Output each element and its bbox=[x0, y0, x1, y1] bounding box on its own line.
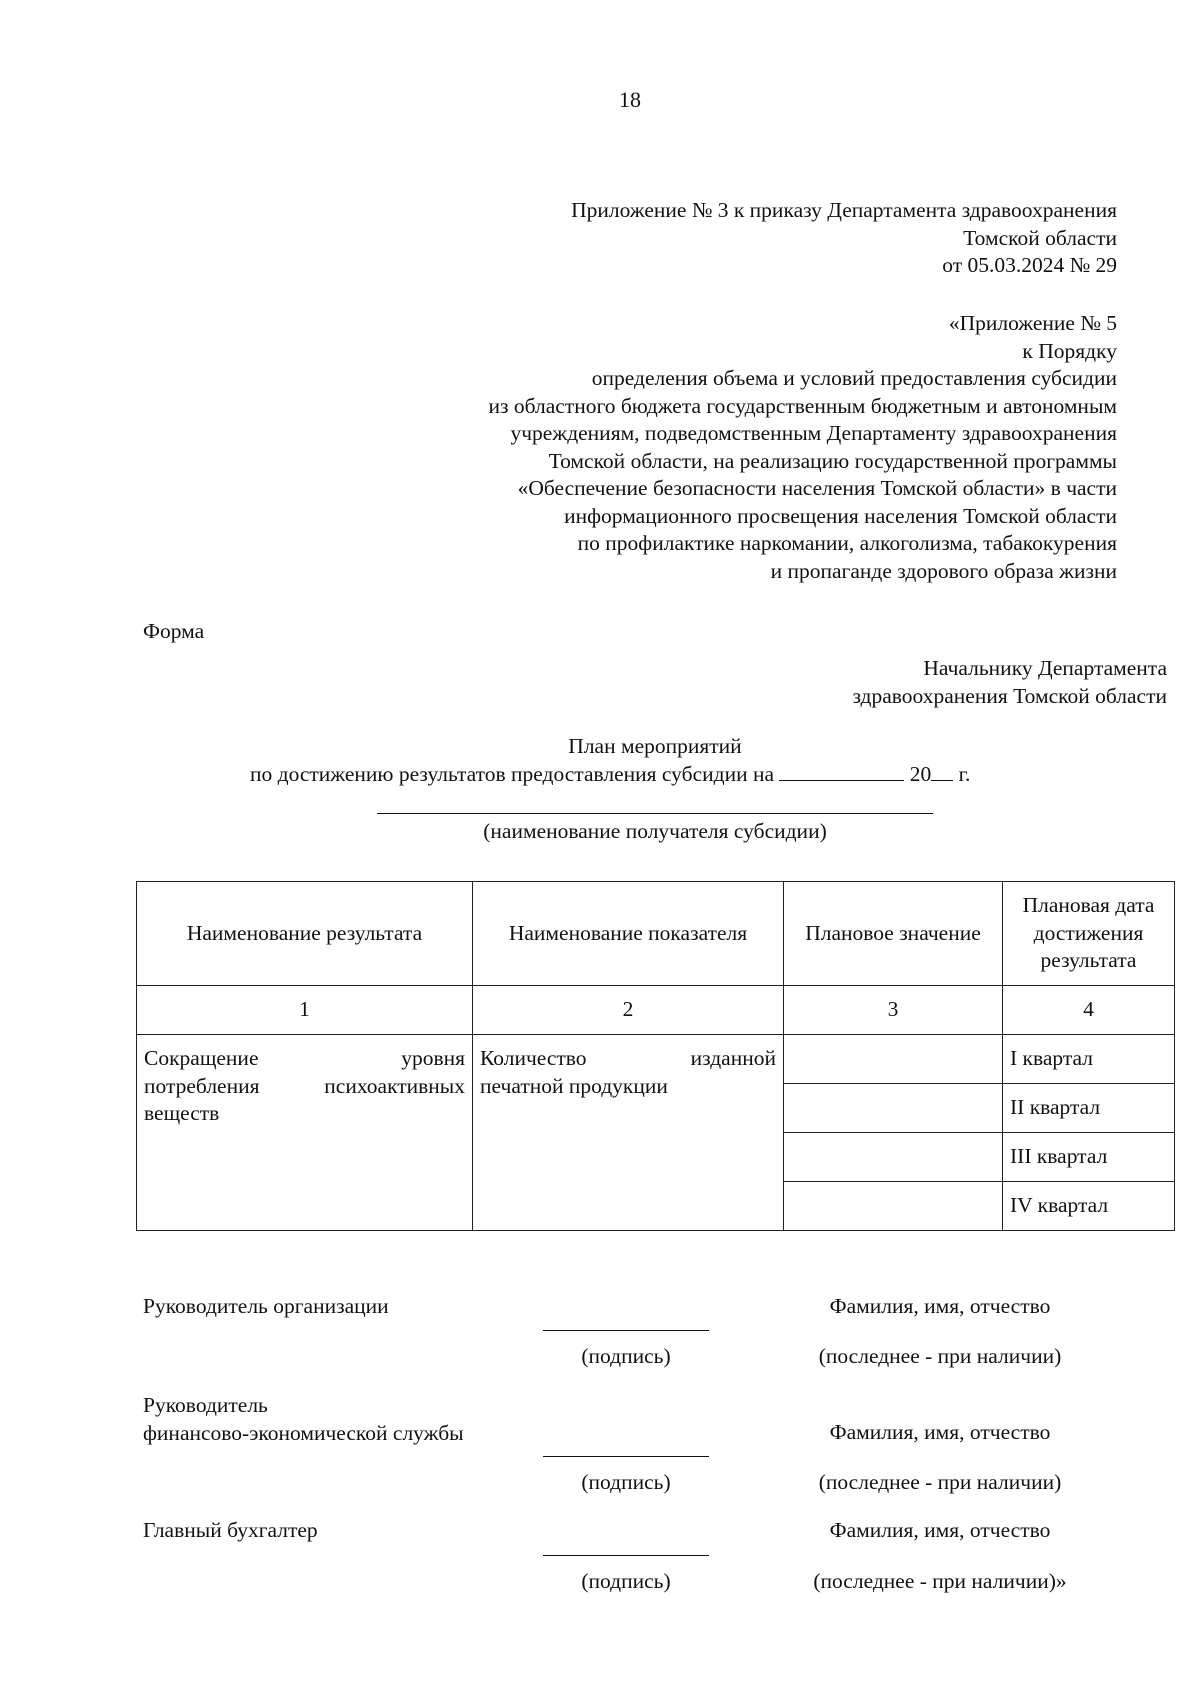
appendix-ref-line: учреждениям, подведомственным Департаменту здравоохранения bbox=[510, 421, 1117, 445]
signature-title-line: финансово-экономической службы bbox=[143, 1420, 464, 1445]
planned-value-cell[interactable] bbox=[784, 1133, 1003, 1182]
appendix-ref-line: «Обеспечение безопасности населения Томской области» в части bbox=[517, 476, 1117, 500]
form-label: Форма bbox=[143, 619, 205, 643]
name-caption: (последнее - при наличии)» bbox=[813, 1569, 1067, 1593]
result-name-line bbox=[144, 1073, 465, 1101]
planned-value-cell[interactable] bbox=[784, 1084, 1003, 1133]
addressee bbox=[567, 655, 1167, 710]
signature-title-accountant: Главный бухгалтер bbox=[143, 1518, 318, 1542]
appendix-header-line: от 05.03.2024 № 29 bbox=[942, 253, 1117, 277]
appendix-ref-line: определения объема и условий предоставления субсидии bbox=[591, 366, 1117, 390]
period-blank[interactable] bbox=[779, 762, 904, 781]
recipient-blank-line[interactable] bbox=[377, 813, 933, 814]
appendix-header-line: Томской области bbox=[963, 225, 1117, 250]
addressee-line: здравоохранения Томской области bbox=[852, 683, 1167, 708]
signature-line[interactable] bbox=[543, 1555, 709, 1556]
result-name-line: веществ bbox=[144, 1101, 220, 1125]
appendix-ref-line: «Приложение № 5 bbox=[948, 311, 1117, 335]
header-planned-value: Плановое значение bbox=[784, 882, 1003, 986]
quarter-cell: II квартал bbox=[1003, 1084, 1175, 1133]
indicator-word: изданной bbox=[690, 1046, 776, 1070]
signature-caption: (подпись) bbox=[581, 1470, 671, 1494]
year-blank[interactable] bbox=[931, 762, 953, 781]
appendix-header-line: Приложение № 3 к приказу Департамента здравоохранения bbox=[571, 198, 1117, 222]
signature-title-finance bbox=[143, 1392, 464, 1447]
year-prefix: 20 bbox=[909, 762, 932, 786]
column-number: 1 bbox=[137, 986, 473, 1035]
result-name-line bbox=[144, 1045, 465, 1073]
signature-title-line: Руководитель bbox=[143, 1393, 268, 1417]
name-caption: (последнее - при наличии) bbox=[818, 1470, 1062, 1494]
header-planned-date: Плановая дата достижения результата bbox=[1003, 882, 1175, 986]
appendix-ref-line: к Порядку bbox=[1022, 338, 1117, 363]
name-caption: (последнее - при наличии) bbox=[818, 1344, 1062, 1368]
name-label: Фамилия, имя, отчество bbox=[829, 1518, 1051, 1542]
appendix-header bbox=[317, 197, 1117, 280]
signature-line[interactable] bbox=[543, 1456, 709, 1457]
indicator-word: Количество bbox=[480, 1046, 587, 1070]
indicator-name-line: печатной продукции bbox=[480, 1073, 668, 1098]
column-number: 4 bbox=[1003, 986, 1175, 1035]
result-word: уровня bbox=[401, 1046, 465, 1070]
result-name-cell bbox=[137, 1035, 473, 1231]
appendix-ref-line: Томской области, на реализацию государственной программы bbox=[548, 448, 1117, 473]
table-header-row bbox=[137, 882, 1175, 986]
year-suffix: г. bbox=[958, 762, 971, 786]
header-indicator-name: Наименование показателя bbox=[473, 882, 784, 986]
signature-caption: (подпись) bbox=[581, 1344, 671, 1368]
addressee-line: Начальнику Департамента bbox=[923, 656, 1167, 680]
recipient-caption: (наименование получателя субсидии) bbox=[483, 819, 827, 843]
indicator-name-line bbox=[480, 1045, 776, 1073]
header-result-name: Наименование результата bbox=[137, 882, 473, 986]
quarter-cell: III квартал bbox=[1003, 1133, 1175, 1182]
plan-table bbox=[136, 881, 1175, 1231]
result-word: психоактивных bbox=[324, 1073, 465, 1098]
planned-value-cell[interactable] bbox=[784, 1182, 1003, 1231]
appendix-ref-line: из областного бюджета государственным бюджетным и автономным bbox=[488, 393, 1117, 418]
appendix-ref-line: по профилактике наркомании, алкоголизма, табакокурения bbox=[577, 531, 1117, 555]
plan-subtitle bbox=[250, 761, 970, 789]
result-word: потребления bbox=[144, 1073, 260, 1098]
quarter-cell: IV квартал bbox=[1003, 1182, 1175, 1231]
table-row bbox=[137, 1035, 1175, 1084]
name-label: Фамилия, имя, отчество bbox=[829, 1420, 1051, 1444]
appendix-reference bbox=[217, 310, 1117, 585]
signature-caption: (подпись) bbox=[581, 1569, 671, 1593]
name-label: Фамилия, имя, отчество bbox=[829, 1294, 1051, 1318]
indicator-name-cell bbox=[473, 1035, 784, 1231]
column-number: 3 bbox=[784, 986, 1003, 1035]
signature-title-head: Руководитель организации bbox=[143, 1294, 389, 1318]
planned-value-cell[interactable] bbox=[784, 1035, 1003, 1084]
table-column-numbers-row bbox=[137, 986, 1175, 1035]
plan-title: План мероприятий bbox=[568, 734, 742, 758]
page-number: 18 bbox=[619, 87, 641, 112]
appendix-ref-line: и пропаганде здорового образа жизни bbox=[770, 558, 1117, 583]
quarter-cell: I квартал bbox=[1003, 1035, 1175, 1084]
column-number: 2 bbox=[473, 986, 784, 1035]
signature-line[interactable] bbox=[543, 1330, 709, 1331]
appendix-ref-line: информационного просвещения населения Томской области bbox=[564, 503, 1117, 528]
plan-subtitle-text: по достижению результатов предоставления субсидии на bbox=[250, 762, 774, 786]
result-word: Сокращение bbox=[144, 1046, 259, 1070]
